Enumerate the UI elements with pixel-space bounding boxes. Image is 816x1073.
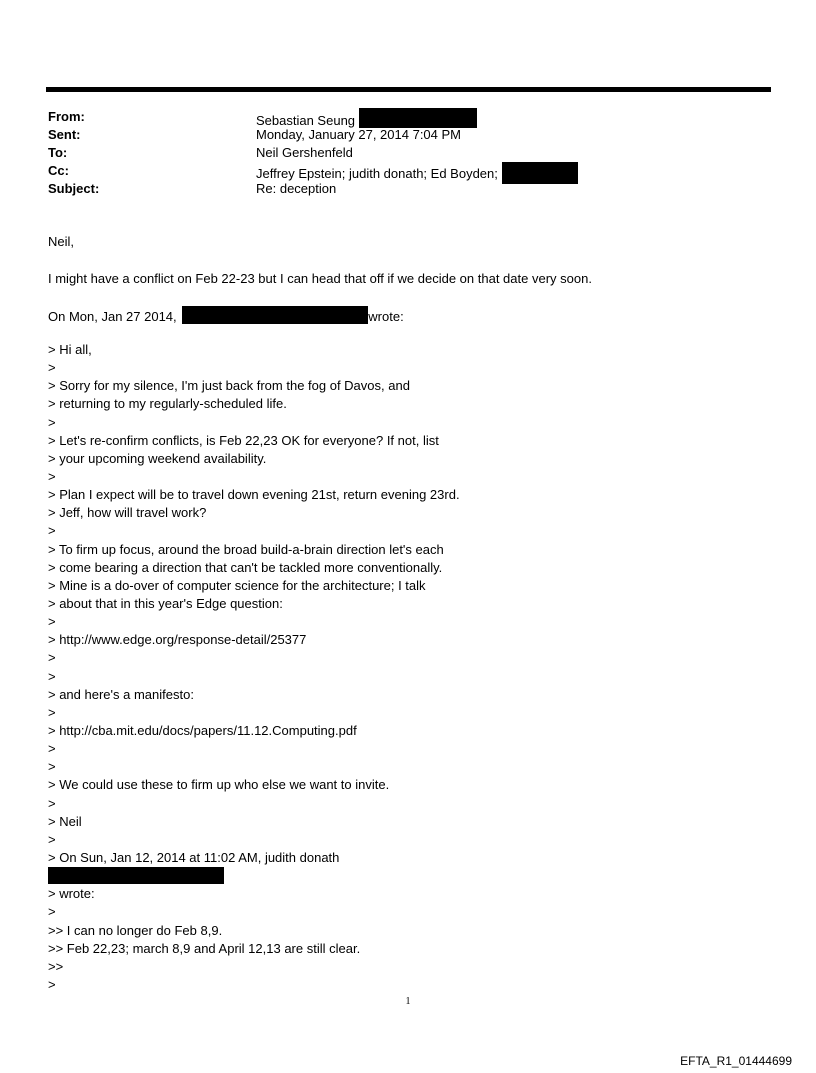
quoted-link-cba: > http://cba.mit.edu/docs/papers/11.12.Computing.pdf [48,722,357,738]
quoted-line: > [48,650,56,666]
sent-label: Sent: [48,127,81,142]
quoted-line: > [48,668,56,684]
quoted-line: > [48,759,56,775]
attribution-line [48,306,404,326]
quoted-line: > [48,741,56,757]
cc-label: Cc: [48,163,69,178]
redaction-box [48,867,224,884]
quoted-line: > [48,614,56,630]
quoted-line: >> Feb 22,23; march 8,9 and April 12,13 are still clear. [48,940,361,956]
quoted-link-edge: > http://www.edge.org/response-detail/25377 [48,632,307,648]
cc-names: Jeffrey Epstein; judith donath; Ed Boyden; [256,166,498,181]
redaction-box [359,108,477,128]
header-divider-rule [46,87,771,92]
quoted-line: > [48,468,56,484]
attribution-suffix: wrote: [368,309,404,324]
redaction-box [182,306,368,324]
to-label: To: [48,145,68,160]
quoted-line: >> [48,958,64,974]
quoted-line: > Sorry for my silence, I'm just back from the fog of Davos, and [48,378,410,394]
quoted-line: > On Sun, Jan 12, 2014 at 11:02 AM, judith donath [48,849,340,865]
from-label: From: [48,109,85,124]
quoted-line: > and here's a manifesto: [48,686,194,702]
quoted-line: > Jeff, how will travel work? [48,505,207,521]
subject-value: Re: deception [256,181,337,196]
redaction-box [502,162,578,184]
quoted-line: > To firm up focus, around the broad build-a-brain direction let's each [48,541,444,557]
quoted-line: > [48,523,56,539]
sent-value: Monday, January 27, 2014 7:04 PM [256,127,461,142]
quoted-line: > Mine is a do-over of computer science for the architecture; I talk [48,577,426,593]
quoted-line: > [48,976,56,992]
quoted-line: > [48,360,56,376]
quoted-line: > [48,795,56,811]
body-paragraph: I might have a conflict on Feb 22-23 but I can head that off if we decide on that date very soon. [48,271,592,286]
quoted-line: > We could use these to firm up who else we want to invite. [48,777,390,793]
quoted-line: >> I can no longer do Feb 8,9. [48,922,223,938]
quoted-line: > [48,904,56,920]
quoted-line: > your upcoming weekend availability. [48,450,267,466]
quoted-line: > [48,414,56,430]
subject-label: Subject: [48,181,100,196]
greeting: Neil, [48,234,75,249]
quoted-line: > about that in this year's Edge question: [48,595,283,611]
quoted-line: > returning to my regularly-scheduled life. [48,396,287,412]
quoted-redacted-line [48,867,460,885]
quoted-line: > Hi all, [48,342,92,357]
to-value: Neil Gershenfeld [256,145,353,160]
bates-number: EFTA_R1_01444699 [680,1054,792,1068]
from-name: Sebastian Seung [256,113,356,128]
quoted-line: > Let's re-confirm conflicts, is Feb 22,23 OK for everyone? If not, list [48,432,439,448]
quoted-line: > come bearing a direction that can't be tackled more conventionally. [48,559,443,575]
quoted-line: > [48,831,56,847]
attribution-prefix: On Mon, Jan 27 2014, [48,309,177,324]
quoted-line: > Neil [48,813,82,829]
quoted-line: > Plan I expect will be to travel down evening 21st, return evening 23rd. [48,487,460,503]
quoted-message [48,341,460,994]
quoted-line: > wrote: [48,886,95,902]
quoted-line: > [48,704,56,720]
page-number: 1 [405,996,411,1007]
